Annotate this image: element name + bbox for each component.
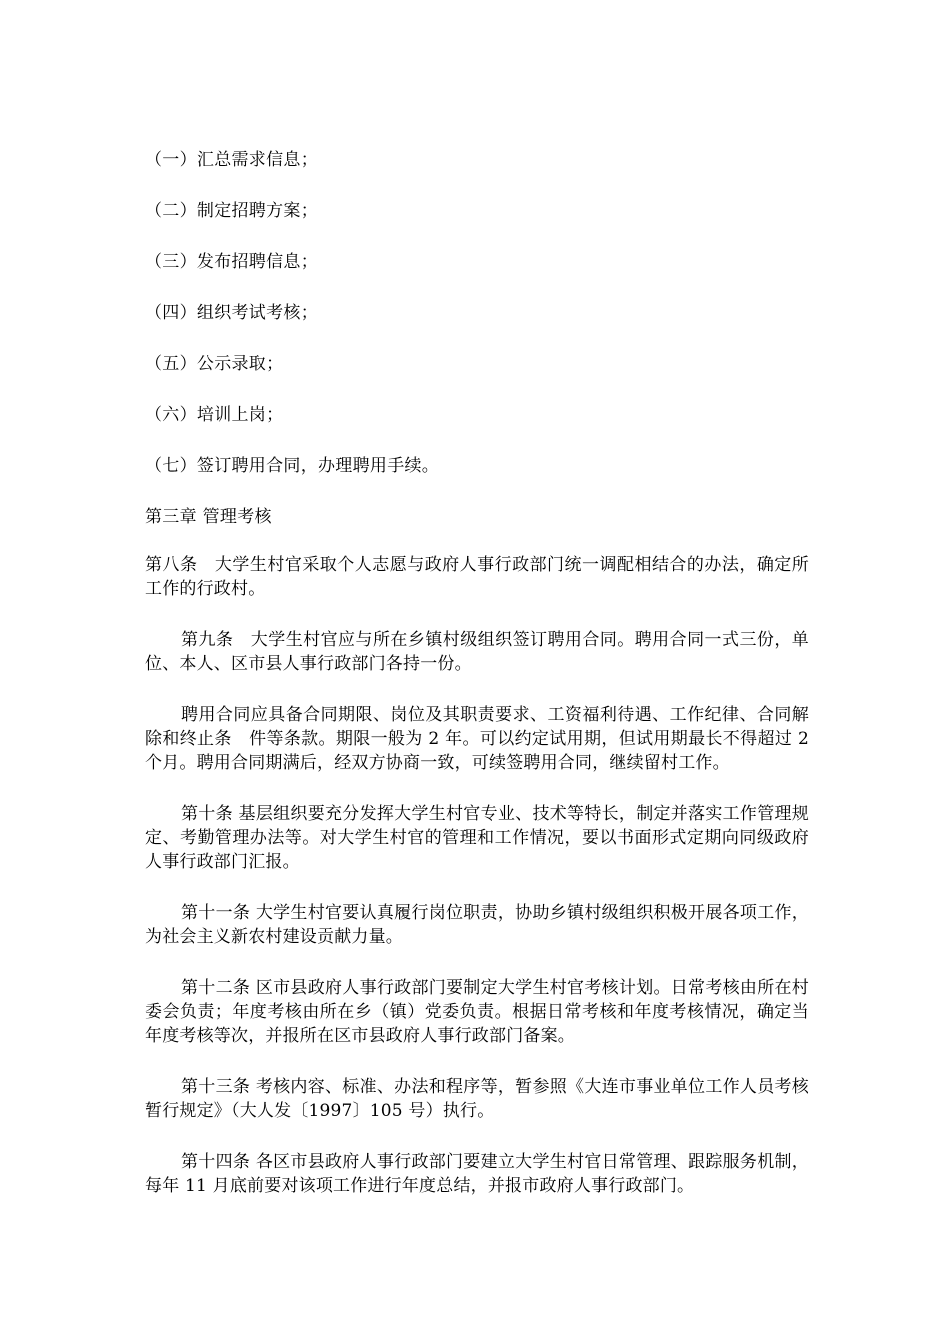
- article-10: 第十条 基层组织要充分发挥大学生村官专业、技术等特长，制定并落实工作管理规定、考勤管理办法等。对大学生村官的管理和工作情况，要以书面形式定期向同级政府人事行政部门汇报。: [145, 804, 809, 872]
- article-12: 第十二条 区市县政府人事行政部门要制定大学生村官考核计划。日常考核由所在村委会负责；年度考核由所在乡（镇）党委负责。根据日常考核和年度考核情况，确定当年度考核等次，并报所在区市县政府人事行政部门备案。: [145, 978, 809, 1046]
- article-11: 第十一条 大学生村官要认真履行岗位职责，协助乡镇村级组织积极开展各项工作，为社会主义新农村建设贡献力量。: [145, 903, 809, 947]
- chapter-title: 第三章 管理考核: [145, 507, 272, 527]
- article-13: 第十三条 考核内容、标准、办法和程序等，暂参照《大连市事业单位工作人员考核暂行规定》（大人发〔1997〕105 号）执行。: [145, 1077, 809, 1121]
- article-8: 第八条 大学生村官采取个人志愿与政府人事行政部门统一调配相结合的办法，确定所工作的行政村。: [145, 555, 809, 599]
- list-item-1: （一）汇总需求信息；: [145, 150, 318, 170]
- list-item-4: （四）组织考试考核；: [145, 303, 318, 323]
- list-item-5: （五）公示录取；: [145, 354, 284, 374]
- list-item-6: （六）培训上岗；: [145, 405, 284, 425]
- list-item-7: （七）签订聘用合同，办理聘用手续。: [145, 456, 440, 476]
- document-page: [145, 148, 809, 1225]
- list-item-2: （二）制定招聘方案；: [145, 201, 318, 221]
- list-item-3: （三）发布招聘信息；: [145, 252, 318, 272]
- article-9-paragraph-2: 聘用合同应具备合同期限、岗位及其职责要求、工资福利待遇、工作纪律、合同解除和终止条 件等条款。期限一般为 2 年。可以约定试用期，但试用期最长不得超过 2 个月。聘用合同期满后，经双方协商一致，可续签聘用合同，继续留村工作。: [145, 705, 809, 773]
- article-9: 第九条 大学生村官应与所在乡镇村级组织签订聘用合同。聘用合同一式三份，单位、本人、区市县人事行政部门各持一份。: [145, 630, 809, 674]
- article-14: 第十四条 各区市县政府人事行政部门要建立大学生村官日常管理、跟踪服务机制，每年 11 月底前要对该项工作进行年度总结，并报市政府人事行政部门。: [145, 1152, 809, 1196]
